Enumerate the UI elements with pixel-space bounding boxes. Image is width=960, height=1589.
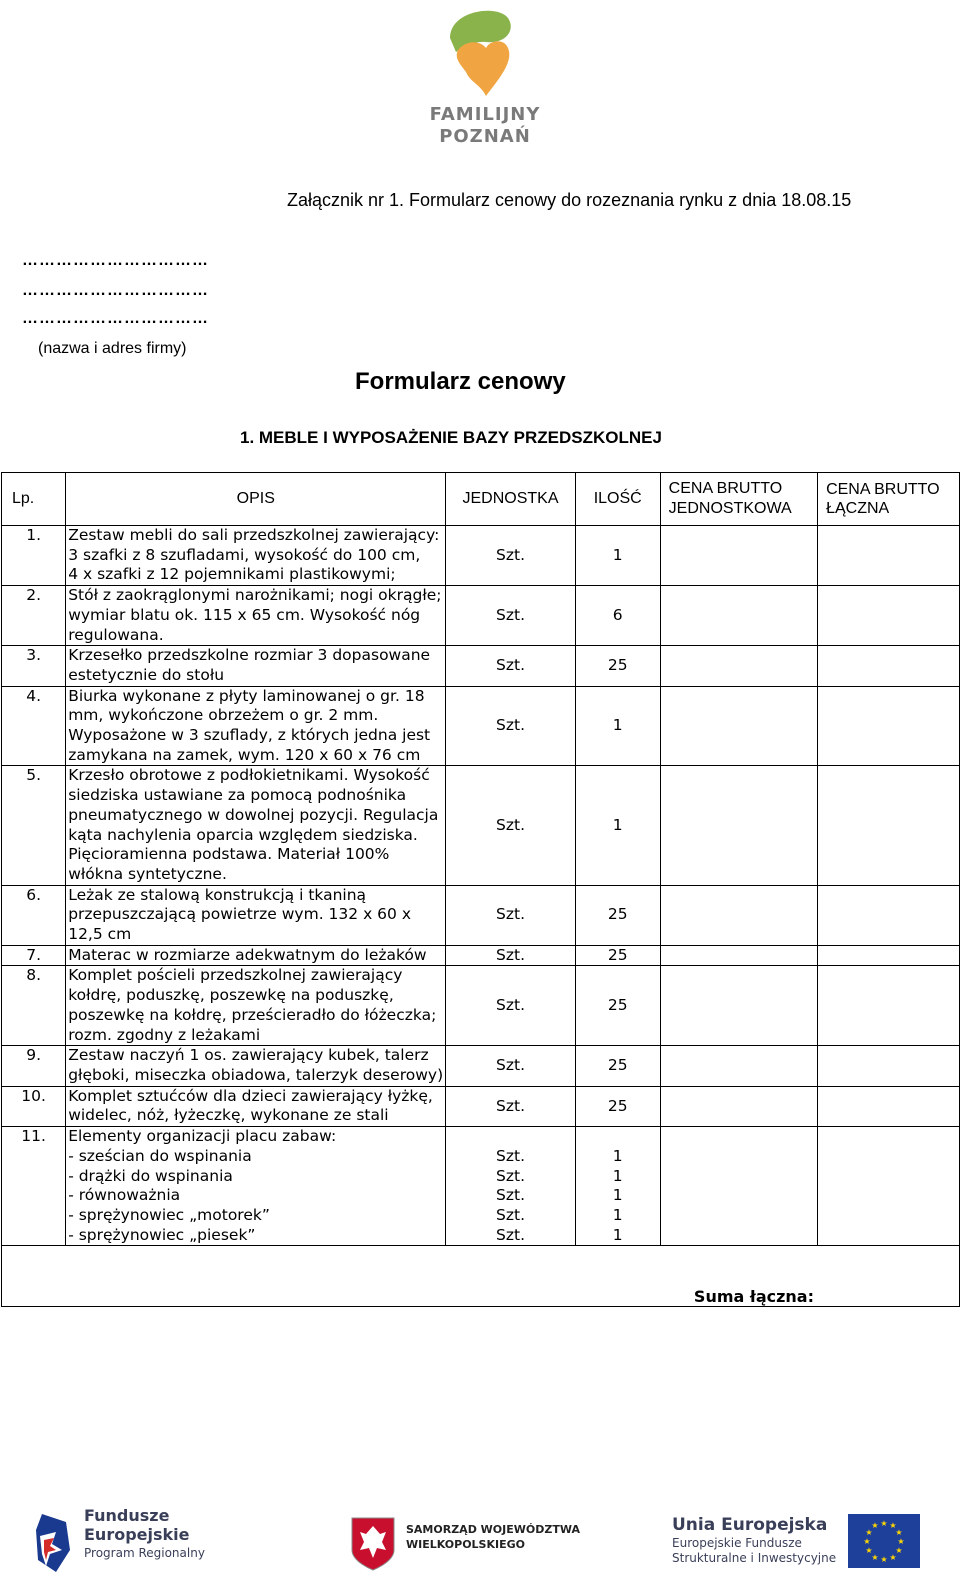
table-row bbox=[2, 526, 960, 586]
row-jednostka: Szt. bbox=[446, 885, 575, 945]
row-ilosc: 6 bbox=[575, 586, 660, 646]
table-header-row bbox=[2, 473, 960, 526]
row11-item-ilosc: 1 bbox=[612, 1225, 623, 1244]
row-ilosc: 25 bbox=[575, 966, 660, 1046]
svg-text:★: ★ bbox=[895, 1528, 903, 1537]
table-row bbox=[2, 945, 960, 966]
row-jednostka: Szt. bbox=[446, 966, 575, 1046]
row11-item-ilosc: 1 bbox=[612, 1166, 623, 1185]
svg-text:★: ★ bbox=[897, 1537, 905, 1546]
header-opis: OPIS bbox=[66, 473, 446, 526]
header-cena-jednostkowa: CENA BRUTTO JEDNOSTKOWA bbox=[660, 473, 817, 526]
svg-text:★: ★ bbox=[865, 1546, 873, 1555]
header-cena-laczna: CENA BRUTTO ŁĄCZNA bbox=[818, 473, 960, 526]
row-cena-laczna bbox=[818, 966, 960, 1046]
logo-wordmark bbox=[425, 104, 545, 148]
row-jednostka: Szt. bbox=[446, 526, 575, 586]
row11-item-jednostka: Szt. bbox=[496, 1205, 525, 1224]
row-jednostka bbox=[446, 1127, 575, 1246]
eu-flag-icon bbox=[848, 1514, 920, 1568]
price-table bbox=[1, 472, 960, 1307]
sum-cell bbox=[2, 1246, 960, 1307]
row-cena-laczna bbox=[818, 526, 960, 586]
fe-line2: Europejskie bbox=[84, 1525, 190, 1544]
svg-text:★: ★ bbox=[880, 1555, 888, 1564]
svg-text:★: ★ bbox=[895, 1546, 903, 1555]
table-row bbox=[2, 1086, 960, 1126]
row-cena-jednostkowa bbox=[660, 885, 817, 945]
header-ilosc: ILOŚĆ bbox=[575, 473, 660, 526]
row-ilosc: 25 bbox=[575, 1086, 660, 1126]
row-lp: 3. bbox=[2, 646, 66, 686]
svg-text:★: ★ bbox=[871, 1521, 879, 1530]
row11-item-jednostka: Szt. bbox=[496, 1186, 525, 1205]
table-row bbox=[2, 1046, 960, 1086]
row-ilosc: 25 bbox=[575, 945, 660, 966]
svg-text:★: ★ bbox=[871, 1553, 879, 1562]
row11-item-jednostka: Szt. bbox=[496, 1166, 525, 1185]
sum-label: Suma łączna: bbox=[693, 1286, 814, 1306]
row-opis: Komplet sztućców dla dzieci zawierający łyżkę, widelec, nóż, łyżeczkę, wykonane ze stali bbox=[66, 1086, 446, 1126]
row11-item-ilosc: 1 bbox=[612, 1146, 623, 1165]
row-cena-laczna bbox=[818, 945, 960, 966]
svg-text:★: ★ bbox=[889, 1553, 897, 1562]
section-title: 1. MEBLE I WYPOSAŻENIE BAZY PRZEDSZKOLNEJ bbox=[240, 428, 662, 447]
samorzad-line1: SAMORZĄD WOJEWÓDZTWA bbox=[406, 1523, 580, 1536]
row-lp: 6. bbox=[2, 885, 66, 945]
dotted-line-1: …………………………… bbox=[22, 252, 209, 269]
row-cena-jednostkowa bbox=[660, 766, 817, 885]
ue-line2: Europejskie Fundusze bbox=[672, 1536, 802, 1550]
row-lp: 2. bbox=[2, 586, 66, 646]
row11-item-jednostka: Szt. bbox=[496, 1146, 525, 1165]
row-cena-laczna bbox=[818, 686, 960, 766]
svg-text:★: ★ bbox=[865, 1528, 873, 1537]
row-jednostka: Szt. bbox=[446, 686, 575, 766]
row-opis bbox=[66, 1127, 446, 1246]
form-title: Formularz cenowy bbox=[355, 368, 566, 395]
table-row bbox=[2, 646, 960, 686]
row-lp: 1. bbox=[2, 526, 66, 586]
row-lp: 4. bbox=[2, 686, 66, 766]
header-jednostka: JEDNOSTKA bbox=[446, 473, 575, 526]
row11-item-opis: - sześcian do wspinania bbox=[68, 1146, 252, 1165]
ue-line1: Unia Europejska bbox=[672, 1515, 828, 1535]
row-ilosc: 25 bbox=[575, 1046, 660, 1086]
row-ilosc: 1 bbox=[575, 686, 660, 766]
row-ilosc: 25 bbox=[575, 885, 660, 945]
row-cena-laczna bbox=[818, 1127, 960, 1246]
row11-item-opis: - sprężynowiec „motorek” bbox=[68, 1205, 270, 1224]
row-cena-laczna bbox=[818, 646, 960, 686]
row11-item-opis: - drążki do wspinania bbox=[68, 1166, 233, 1185]
table-row bbox=[2, 766, 960, 885]
row-cena-laczna bbox=[818, 885, 960, 945]
sum-row bbox=[2, 1246, 960, 1307]
row-cena-jednostkowa bbox=[660, 646, 817, 686]
samorzad-line2: WIELKOPOLSKIEGO bbox=[406, 1538, 525, 1551]
row11-item-opis: - równoważnia bbox=[68, 1186, 181, 1205]
row-lp: 9. bbox=[2, 1046, 66, 1086]
row-opis: Zestaw mebli do sali przedszkolnej zawierający: 3 szafki z 8 szufladami, wysokość do 100 cm, 4 x szafki z 12 pojemnikami plastikowymi; bbox=[66, 526, 446, 586]
row-cena-jednostkowa bbox=[660, 1127, 817, 1246]
dotted-line-3: …………………………… bbox=[22, 310, 209, 327]
row-opis: Biurka wykonane z płyty laminowanej o gr. 18 mm, wykończone obrzeżem o gr. 2 mm. Wyposażone w 3 szuflady, z których jedna jest zamykana na zamek, wym. 120 x 60 x 76 cm bbox=[66, 686, 446, 766]
firm-label: (nazwa i adres firmy) bbox=[38, 340, 187, 357]
row-cena-laczna bbox=[818, 1046, 960, 1086]
fe-line3: Program Regionalny bbox=[84, 1546, 205, 1560]
row-jednostka: Szt. bbox=[446, 646, 575, 686]
row-opis: Komplet pościeli przedszkolnej zawierający kołdrę, poduszkę, poszewkę na poduszkę, poszewkę na kołdrę, prześcieradło do łóżeczka; rozm. zgodny z leżakami bbox=[66, 966, 446, 1046]
row-ilosc: 25 bbox=[575, 646, 660, 686]
row-lp: 7. bbox=[2, 945, 66, 966]
row11-title: Elementy organizacji placu zabaw: bbox=[68, 1127, 337, 1146]
attachment-title: Załącznik nr 1. Formularz cenowy do rozeznania rynku z dnia 18.08.15 bbox=[287, 190, 852, 210]
row-ilosc bbox=[575, 1127, 660, 1246]
row-jednostka: Szt. bbox=[446, 766, 575, 885]
row-jednostka: Szt. bbox=[446, 586, 575, 646]
table-row bbox=[2, 586, 960, 646]
row11-item-ilosc: 1 bbox=[612, 1186, 623, 1205]
row-opis: Krzesło obrotowe z podłokietnikami. Wysokość siedziska ustawiane za pomocą podnośnika pneumatycznego w dowolnej pozycji. Regulacja kąta nachylenia oparcia względem siedziska. Pięcioramienna podstawa. Materiał 100% włókna syntetyczne. bbox=[66, 766, 446, 885]
table-row bbox=[2, 1127, 960, 1246]
svg-text:★: ★ bbox=[863, 1537, 871, 1546]
row-cena-jednostkowa bbox=[660, 945, 817, 966]
ue-line3: Strukturalne i Inwestycyjne bbox=[672, 1551, 837, 1565]
row-cena-jednostkowa bbox=[660, 526, 817, 586]
row11-item-opis: - sprężynowiec „piesek” bbox=[68, 1225, 256, 1244]
dotted-line-2: …………………………… bbox=[22, 282, 209, 299]
row11-item-jednostka: Szt. bbox=[496, 1225, 525, 1244]
svg-text:★: ★ bbox=[880, 1519, 888, 1528]
row-cena-laczna bbox=[818, 1086, 960, 1126]
svg-text:★: ★ bbox=[889, 1521, 897, 1530]
row-ilosc: 1 bbox=[575, 526, 660, 586]
logo-line1: FAMILIJNY bbox=[429, 104, 541, 125]
row-lp: 10. bbox=[2, 1086, 66, 1126]
row-cena-jednostkowa bbox=[660, 586, 817, 646]
row-opis: Materac w rozmiarze adekwatnym do leżaków bbox=[66, 945, 446, 966]
table-row bbox=[2, 686, 960, 766]
row-opis: Leżak ze stalową konstrukcją i tkaniną przepuszczającą powietrze wym. 132 x 60 x 12,5 cm bbox=[66, 885, 446, 945]
logo-line2: POZNAŃ bbox=[439, 126, 531, 147]
row-lp: 5. bbox=[2, 766, 66, 885]
coat-of-arms-icon bbox=[350, 1516, 396, 1572]
table-row bbox=[2, 966, 960, 1046]
row-opis: Zestaw naczyń 1 os. zawierający kubek, talerz głęboki, miseczka obiadowa, talerzyk deserowy) bbox=[66, 1046, 446, 1086]
row-jednostka: Szt. bbox=[446, 1086, 575, 1126]
table-row bbox=[2, 885, 960, 945]
row-ilosc: 1 bbox=[575, 766, 660, 885]
row-lp: 11. bbox=[2, 1127, 66, 1246]
row-lp: 8. bbox=[2, 966, 66, 1046]
row-cena-jednostkowa bbox=[660, 1086, 817, 1126]
fe-star-icon bbox=[36, 1510, 76, 1576]
row-jednostka: Szt. bbox=[446, 945, 575, 966]
row-opis: Stół z zaokrąglonymi narożnikami; nogi okrągłe; wymiar blatu ok. 115 x 65 cm. Wysokość nóg regulowana. bbox=[66, 586, 446, 646]
fe-line1: Fundusze bbox=[84, 1506, 170, 1525]
row-cena-jednostkowa bbox=[660, 966, 817, 1046]
row-jednostka: Szt. bbox=[446, 1046, 575, 1086]
row-opis: Krzesełko przedszkolne rozmiar 3 dopasowane estetycznie do stołu bbox=[66, 646, 446, 686]
row11-item-ilosc: 1 bbox=[612, 1205, 623, 1224]
row-cena-jednostkowa bbox=[660, 1046, 817, 1086]
row-cena-jednostkowa bbox=[660, 686, 817, 766]
header-lp: Lp. bbox=[2, 473, 66, 526]
row-cena-laczna bbox=[818, 586, 960, 646]
row-cena-laczna bbox=[818, 766, 960, 885]
